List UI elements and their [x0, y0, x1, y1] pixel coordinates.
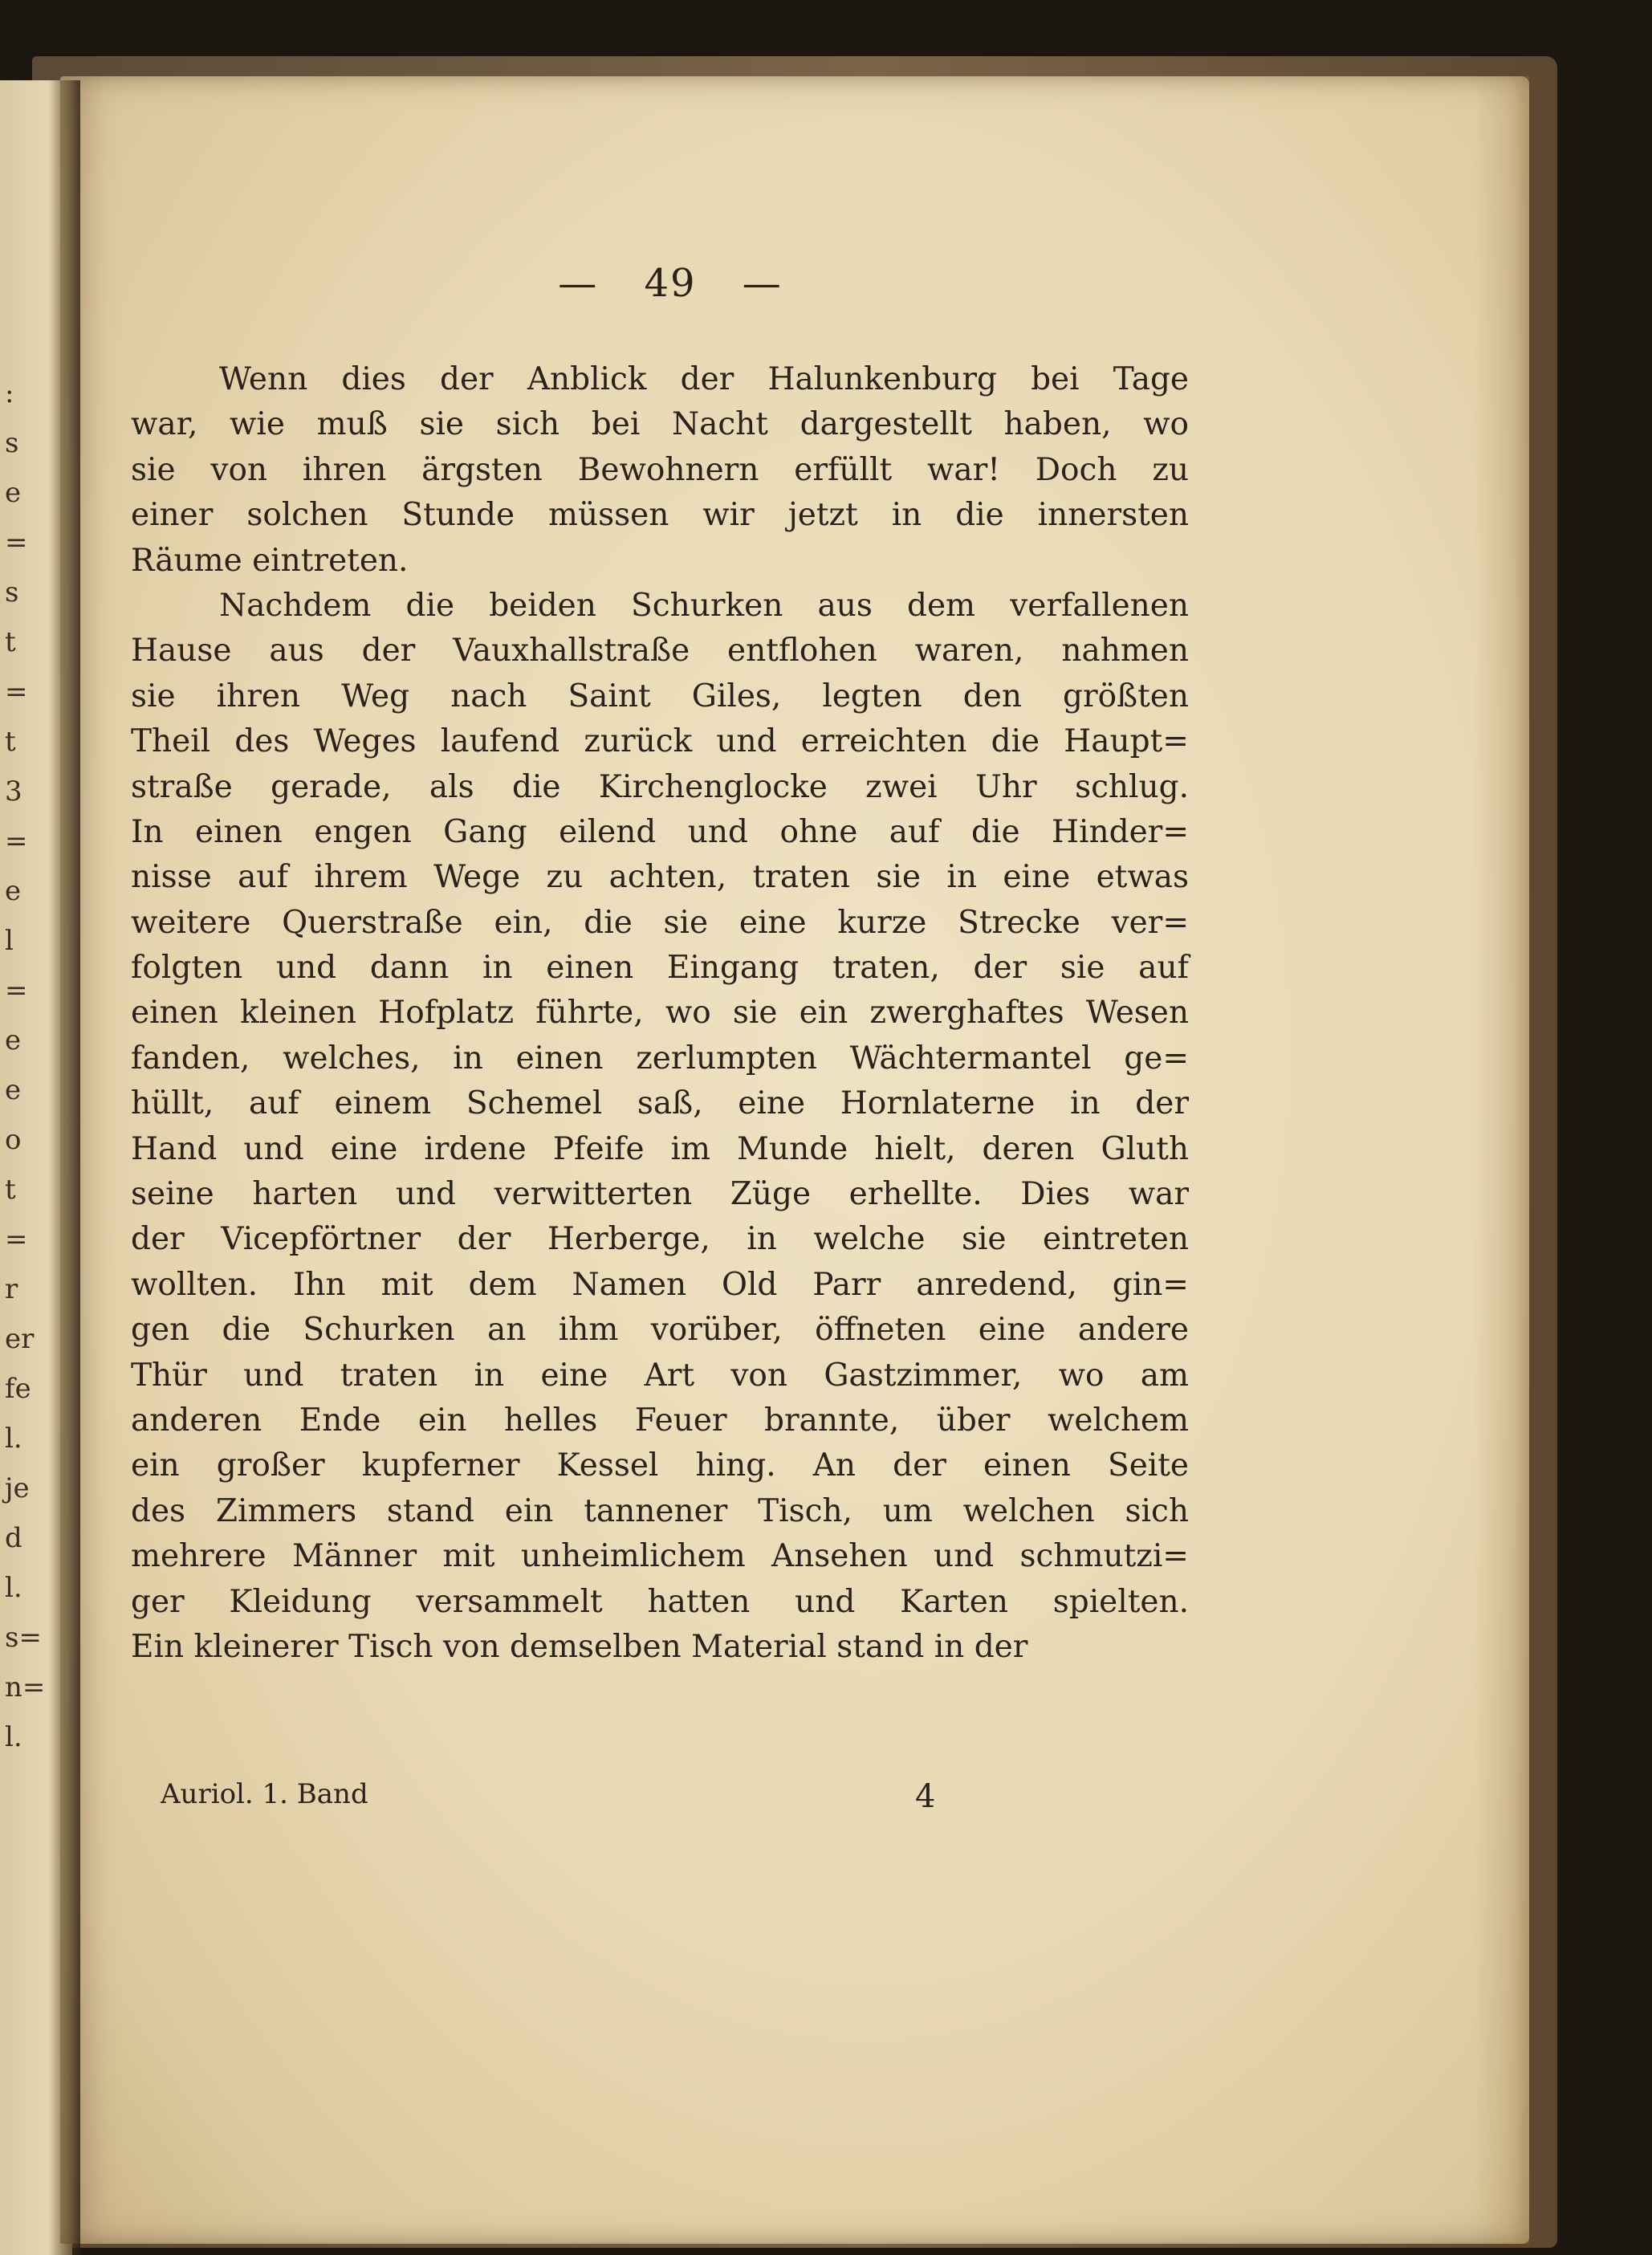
text-line: einen kleinen Hofplatz führte, wo sie ein zwerghaftes Wesen [131, 995, 1189, 1032]
facing-page-fragment: n= [5, 1671, 46, 1703]
facing-page-fragment: 3 [5, 775, 22, 808]
facing-page-fragment: e [5, 875, 22, 907]
facing-page-fragment: e [5, 1074, 22, 1106]
text-line: der Vicepförtner der Herberge, in welche sie eintreten [131, 1221, 1189, 1258]
facing-page-fragment: = [5, 975, 28, 1007]
page-header [60, 261, 1280, 306]
facing-page-fragment: = [5, 1223, 28, 1256]
text-line: straße gerade, als die Kirchenglocke zwei Uhr schlug. [131, 768, 1189, 805]
facing-page-text-fragments [0, 0, 48, 2255]
facing-page-fragment: o [5, 1124, 22, 1156]
text-line: anderen Ende ein helles Feuer brannte, über welchem [131, 1402, 1189, 1439]
text-line: ein großer kupferner Kessel hing. An der einen Seite [131, 1447, 1189, 1484]
text-line: Wenn dies der Anblick der Halunkenburg bei Tage [219, 361, 1189, 397]
facing-page-fragment: er [5, 1323, 35, 1355]
facing-page-fragment: fe [5, 1373, 31, 1405]
facing-page-fragment: t [5, 726, 16, 758]
facing-page-fragment: = [5, 527, 28, 559]
page-edge-stain [1473, 76, 1529, 2244]
text-line: Ein kleinerer Tisch von demselben Material stand in der [131, 1628, 1028, 1665]
facing-page-fragment: d [5, 1522, 22, 1554]
text-line: seine harten und verwitterten Züge erhellte. Dies war [131, 1176, 1189, 1213]
signature-mark: 4 [915, 1778, 936, 1815]
text-line: sie von ihren ärgsten Bewohnern erfüllt war! Doch zu [131, 451, 1189, 488]
facing-page-fragment: l. [5, 1423, 22, 1455]
text-line: ger Kleidung versammelt hatten und Karten spielten. [131, 1583, 1189, 1620]
facing-page-fragment: s= [5, 1622, 42, 1654]
facing-page-fragment: l [5, 925, 14, 957]
header-dash-right: — [742, 261, 783, 306]
text-line: Hand und eine irdene Pfeife im Munde hielt, deren Gluth [131, 1130, 1189, 1167]
text-line: Theil des Weges laufend zurück und erreichten die Haupt= [131, 723, 1189, 760]
text-line: wollten. Ihn mit dem Namen Old Parr anredend, gin= [131, 1266, 1189, 1303]
facing-page-fragment: s [5, 427, 19, 459]
page-footer [161, 1778, 963, 1815]
facing-page-fragment: : [5, 377, 14, 409]
text-line: Nachdem die beiden Schurken aus dem verfallenen [219, 587, 1189, 624]
facing-page-fragment: s [5, 576, 19, 609]
running-title: Auriol. 1. Band [161, 1778, 368, 1810]
facing-page-fragment: r [5, 1273, 18, 1305]
text-line: Hause aus der Vauxhallstraße entflohen waren, nahmen [131, 633, 1189, 670]
facing-page-fragment: t [5, 626, 16, 658]
facing-page-fragment: e [5, 1024, 22, 1056]
facing-page-fragment: e [5, 477, 22, 509]
facing-page-fragment: = [5, 825, 28, 857]
text-line: nisse auf ihrem Wege zu achten, traten sie in eine etwas [131, 859, 1189, 896]
text-line: sie ihren Weg nach Saint Giles, legten den größten [131, 678, 1189, 714]
text-line: Räume eintreten. [131, 542, 409, 579]
facing-page-fragment: t [5, 1174, 16, 1206]
text-line: gen die Schurken an ihm vorüber, öffneten eine andere [131, 1312, 1189, 1349]
book-gutter-shadow [48, 80, 80, 2255]
facing-page-fragment: je [5, 1472, 30, 1504]
facing-page-fragment: l. [5, 1721, 22, 1753]
text-line: einer solchen Stunde müssen wir jetzt in die innersten [131, 497, 1189, 534]
facing-page-fragment: l. [5, 1572, 22, 1604]
text-line: hüllt, auf einem Schemel saß, eine Hornlaterne in der [131, 1085, 1189, 1122]
text-line: mehrere Männer mit unheimlichem Ansehen und schmutzi= [131, 1538, 1189, 1575]
body-text [131, 357, 1189, 1670]
text-line: In einen engen Gang eilend und ohne auf die Hinder= [131, 813, 1189, 850]
page-number: 49 [644, 261, 697, 306]
book-page [60, 76, 1529, 2244]
text-line: fanden, welches, in einen zerlumpten Wächtermantel ge= [131, 1040, 1189, 1077]
text-line: war, wie muß sie sich bei Nacht dargestellt haben, wo [131, 406, 1189, 443]
header-dash-left: — [558, 261, 599, 306]
text-line: folgten und dann in einen Eingang traten, der sie auf [131, 950, 1189, 987]
facing-page-fragment: = [5, 676, 28, 708]
text-line: des Zimmers stand ein tannener Tisch, um welchen sich [131, 1492, 1189, 1529]
text-line: weitere Querstraße ein, die sie eine kurze Strecke ver= [131, 904, 1189, 941]
text-line: Thür und traten in eine Art von Gastzimmer, wo am [131, 1357, 1189, 1394]
